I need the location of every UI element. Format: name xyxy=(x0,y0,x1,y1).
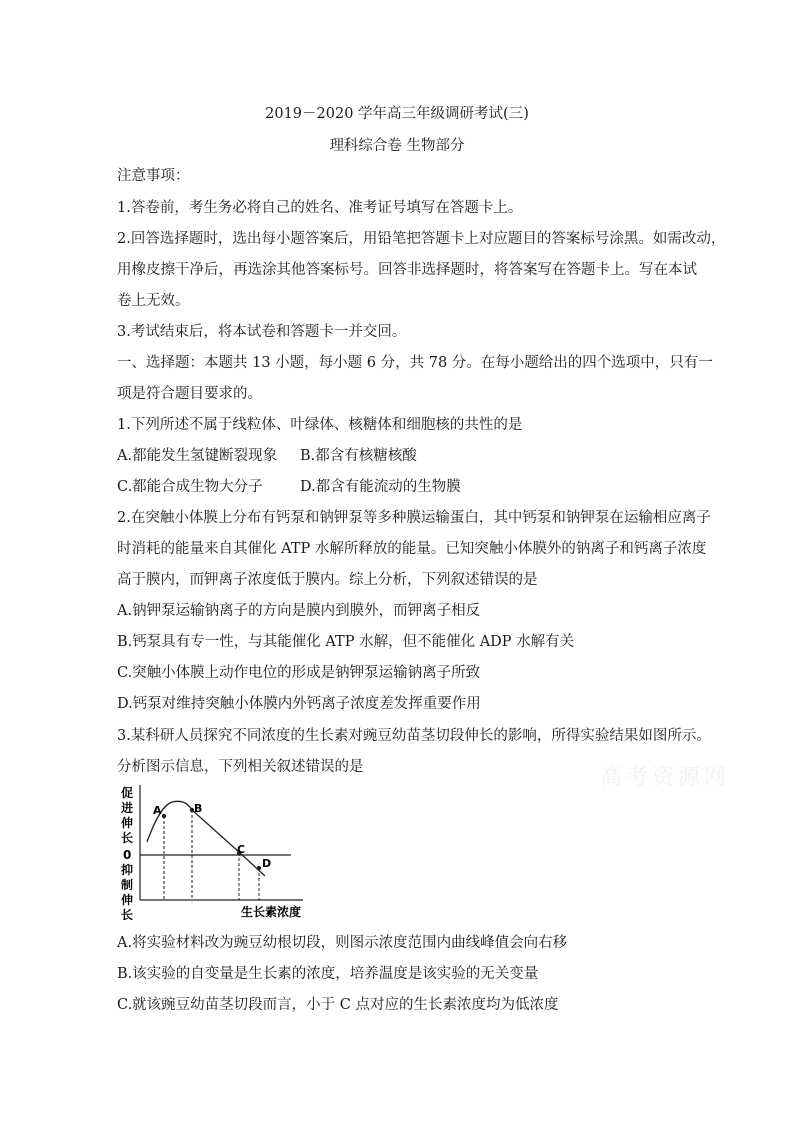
page-subtitle: 理科综合卷 生物部分 xyxy=(329,138,465,154)
q3-stem-line-2: 分析图示信息，下列相关叙述错误的是 xyxy=(117,759,364,775)
point-d xyxy=(257,866,261,870)
q1-stem: 1.下列所述不属于线粒体、叶绿体、核糖体和细胞核的共性的是 xyxy=(117,417,523,433)
notice-item-2-line-1: 2.回答选择题时，选出每小题答案后，用铅笔把答题卡上对应题目的答案标号涂黑。如需改动， xyxy=(117,231,726,247)
point-a xyxy=(162,814,166,818)
section-heading-line-2: 项是符合题目要求的。 xyxy=(117,386,262,402)
q2-option-c: C.突触小体膜上动作电位的形成是钠钾泵运输钠离子所致 xyxy=(117,665,481,681)
label-c: C xyxy=(237,843,246,856)
q3-option-a: A.将实验材料改为豌豆幼根切段，则图示浓度范围内曲线峰值会向右移 xyxy=(117,935,568,951)
notice-item-2-line-3: 卷上无效。 xyxy=(117,293,190,309)
x-axis-label: 生长素浓度 xyxy=(241,905,302,919)
notice-heading: 注意事项： xyxy=(117,168,190,184)
q2-stem-line-3: 高于膜内，而钾离子浓度低于膜内。综上分析，下列叙述错误的是 xyxy=(117,572,538,588)
notice-item-1: 1.答卷前，考生务必将自己的姓名、准考证号填写在答题卡上。 xyxy=(117,200,523,216)
q3-option-c: C.就该豌豆幼苗茎切段而言，小于 C 点对应的生长素浓度均为低浓度 xyxy=(117,997,559,1013)
watermark: 高考资源网 xyxy=(600,765,731,790)
y-zero-label: 0 xyxy=(123,848,132,862)
page-title: 2019－2020 学年高三年级调研考试(三) xyxy=(265,106,529,122)
q1-option-a: A.都能发生氢键断裂现象 xyxy=(117,448,278,464)
notice-item-3: 3.考试结束后，将本试卷和答题卡一并交回。 xyxy=(117,324,407,340)
growth-curve xyxy=(147,801,265,876)
q3-stem-line-1: 3.某科研人员探究不同浓度的生长素对豌豆幼苗茎切段伸长的影响，所得实验结果如图所示。 xyxy=(117,728,711,744)
y-label-bottom-3: 伸 xyxy=(121,893,134,907)
label-b: B xyxy=(194,802,203,815)
q1-option-b: B.都含有核糖核酸 xyxy=(300,448,417,464)
y-label-bottom-2: 制 xyxy=(121,878,134,892)
label-a: A xyxy=(153,804,162,817)
q2-stem-line-2: 时消耗的能量来自其催化 ATP 水解所释放的能量。已知突触小体膜外的钠离子和钙离子浓度 xyxy=(117,541,707,557)
q1-option-d: D.都含有能流动的生物膜 xyxy=(300,479,461,495)
q1-option-c: C.都能合成生物大分子 xyxy=(117,479,263,495)
y-label-top-4: 长 xyxy=(121,831,134,845)
y-label-top-1: 促 xyxy=(121,786,134,800)
section-heading-line-1: 一、选择题：本题共 13 小题，每小题 6 分，共 78 分。在每小题给出的四个选项中，只有一 xyxy=(117,355,713,371)
q2-option-b: B.钙泵具有专一性，与其能催化 ATP 水解，但不能催化 ADP 水解有关 xyxy=(117,634,575,650)
y-label-bottom-4: 长 xyxy=(121,908,134,920)
label-d: D xyxy=(262,857,272,870)
q2-stem-line-1: 2.在突触小体膜上分布有钙泵和钠钾泵等多种膜运输蛋白，其中钙泵和钠钾泵在运输相应离子 xyxy=(117,510,711,526)
y-label-top-2: 进 xyxy=(121,801,134,815)
q2-option-d: D.钙泵对维持突触小体膜内外钙离子浓度差发挥重要作用 xyxy=(117,696,481,712)
notice-item-2-line-2: 用橡皮擦干净后，再选涂其他答案标号。回答非选择题时，将答案写在答题卡上。写在本试 xyxy=(117,262,697,278)
y-label-top-3: 伸 xyxy=(121,816,134,830)
auxin-growth-figure xyxy=(115,780,315,920)
q3-option-b: B.该实验的自变量是生长素的浓度，培养温度是该实验的无关变量 xyxy=(117,966,539,982)
y-label-bottom-1: 抑 xyxy=(121,863,134,877)
q2-option-a: A.钠钾泵运输钠离子的方向是膜内到膜外，而钾离子相反 xyxy=(117,603,481,619)
